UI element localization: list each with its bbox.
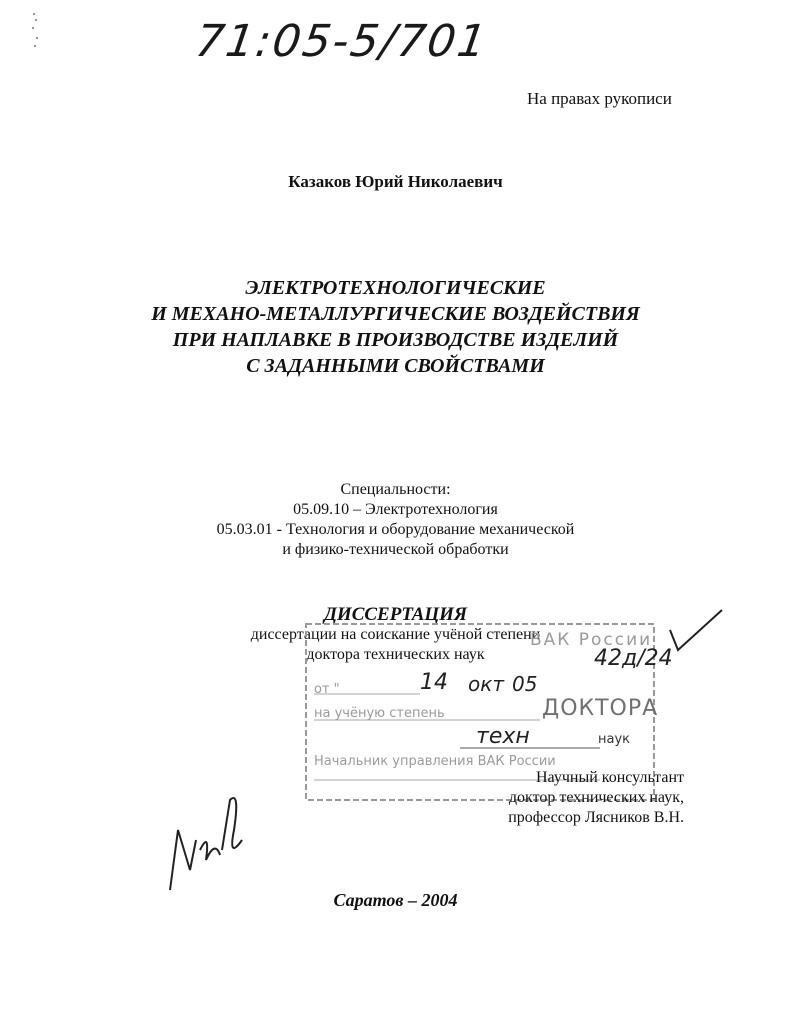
city-year: Саратов – 2004 bbox=[333, 890, 458, 910]
stamp-science-suffix: наук bbox=[598, 732, 631, 747]
title-line: ПРИ НАПЛАВКЕ В ПРОИЗВОДСТВЕ ИЗДЕЛИЙ bbox=[172, 329, 619, 351]
consultant-degree: доктор технических наук, bbox=[508, 789, 684, 806]
consultant-block bbox=[484, 768, 684, 828]
specialty-heading: Специальности: bbox=[340, 481, 451, 498]
title-line: И МЕХАНО-МЕТАЛЛУРГИЧЕСКИЕ ВОЗДЕЙСТВИЯ bbox=[151, 303, 640, 325]
handwritten-signature bbox=[160, 770, 250, 900]
author-name: Казаков Юрий Николаевич bbox=[288, 172, 503, 191]
stamp-degree-prefix: на учёную степень bbox=[314, 706, 445, 721]
consultant-role: Научный консультант bbox=[536, 769, 684, 786]
specialty-line: и физико-технической обработки bbox=[282, 541, 509, 558]
specialty-line: 05.09.10 – Электротехнология bbox=[293, 501, 498, 518]
consultant-name: профессор Лясников В.Н. bbox=[508, 809, 684, 826]
specialty-line: 05.03.01 - Технология и оборудование механической bbox=[216, 521, 575, 538]
stamp-science: техн bbox=[476, 724, 530, 749]
archive-number: 71:05-5/701 bbox=[192, 16, 492, 67]
stamp-degree: ДОКТОРА bbox=[542, 696, 659, 721]
rights-note: На правах рукописи bbox=[527, 89, 672, 108]
stamp-date-day: 14 bbox=[420, 670, 448, 695]
specialty-block bbox=[0, 480, 791, 560]
stamp-organization: ВАК России bbox=[530, 630, 653, 650]
handwritten-checkmark bbox=[660, 600, 740, 660]
stamp-date-month: окт bbox=[468, 672, 504, 696]
stamp-date-prefix: от " bbox=[314, 682, 340, 697]
document-type: ДИССЕРТАЦИЯ bbox=[323, 604, 468, 625]
degree-line: диссертации на соискание учёной степени bbox=[250, 626, 541, 643]
stamp-protocol-number: 42д/24 bbox=[594, 646, 673, 671]
stamp-footer: Начальник управления ВАК России bbox=[314, 754, 556, 769]
stamp-date-year: 05 bbox=[512, 672, 538, 696]
dissertation-title bbox=[0, 275, 791, 379]
scan-speckles bbox=[0, 0, 60, 60]
title-line: С ЗАДАННЫМИ СВОЙСТВАМИ bbox=[246, 355, 545, 377]
degree-line: доктора технических наук bbox=[306, 646, 485, 663]
title-line: ЭЛЕКТРОТЕХНОЛОГИЧЕСКИЕ bbox=[245, 277, 546, 299]
